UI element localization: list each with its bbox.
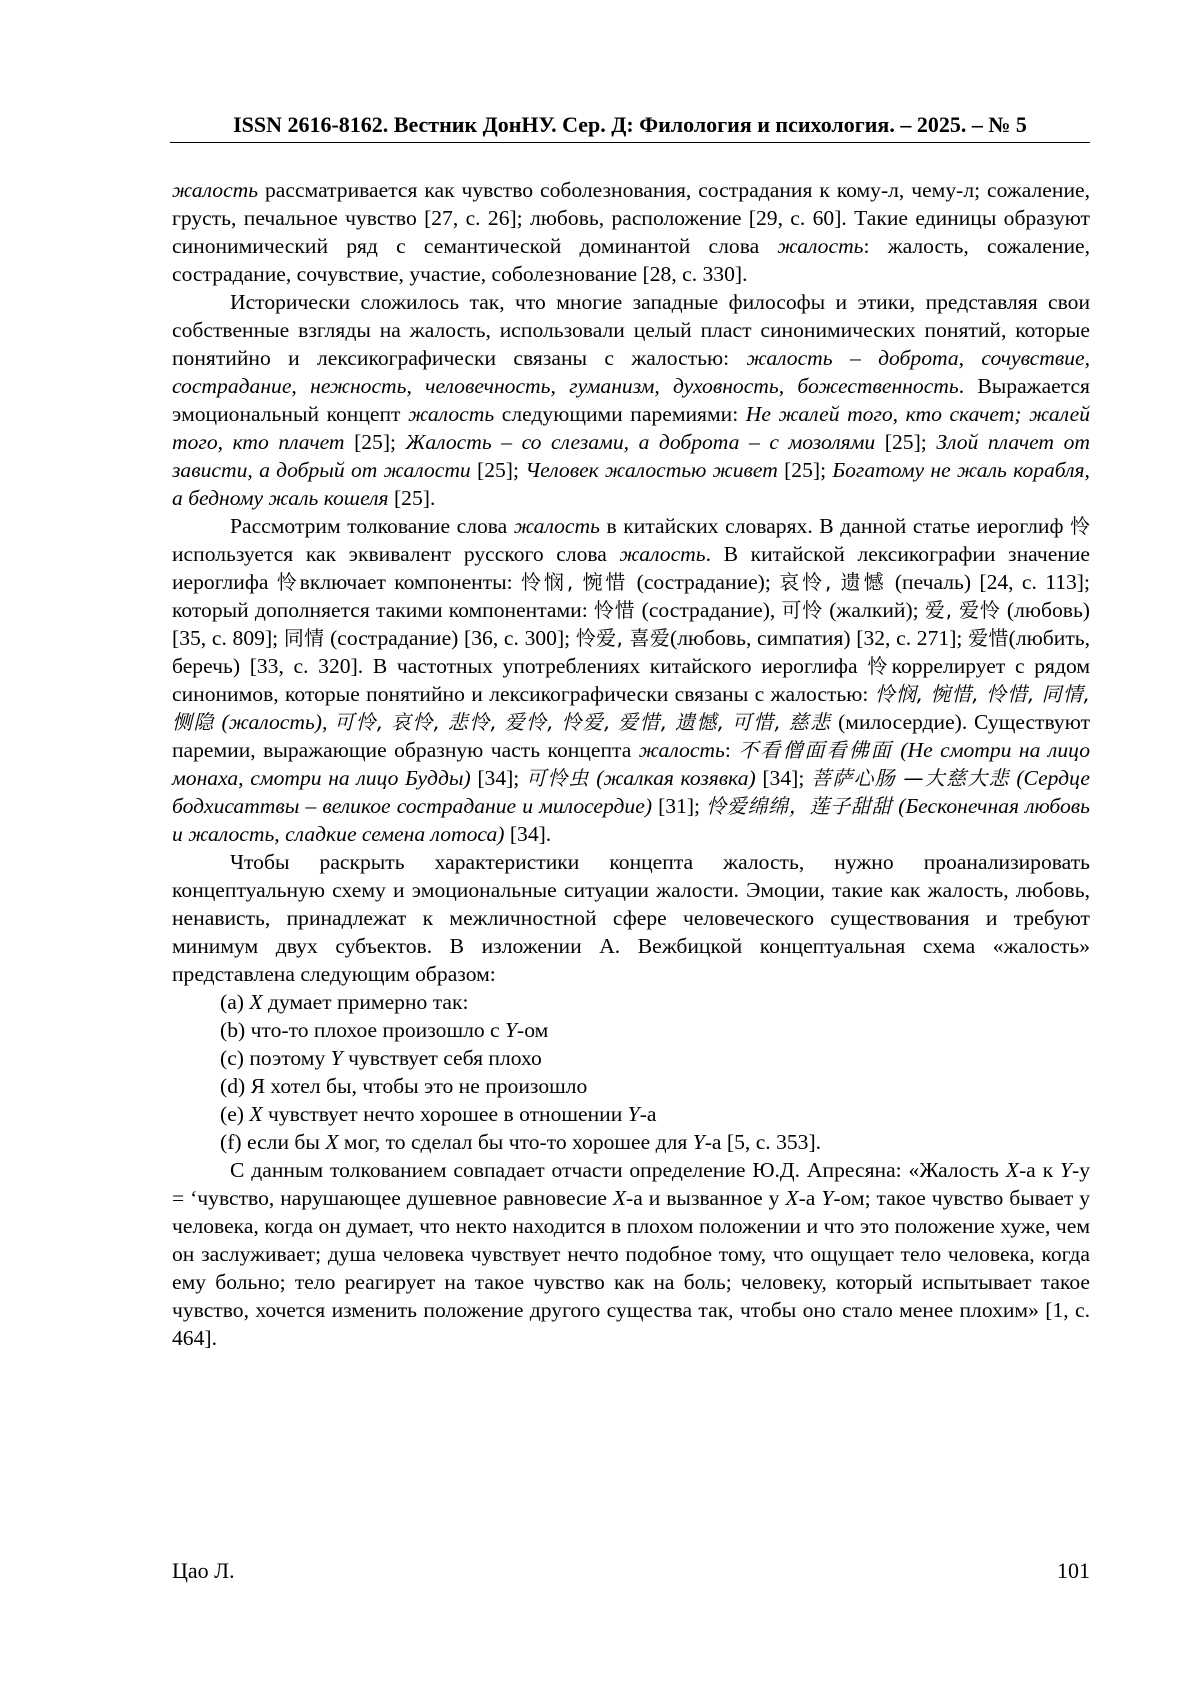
citation: [25]; xyxy=(777,458,833,482)
paragraph-4: Чтобы раскрыть характеристики концепта жалость, нужно проанализировать концептуальную схему и эмоциональные ситуации жалости. Эмоции, такие как жалость, любовь, ненависть, принадлежат к межличностной сфере человеческого существования и требуют минимум двух субъектов. В изложении А. Вежбицкой концептуальная схема «жалость» представлена следующим образом: xyxy=(172,850,1090,986)
text-run: (милосердие). Существуют паремии, выражающие образную часть концепта xyxy=(172,710,1091,762)
schema-line-b xyxy=(172,1016,1090,1044)
paragraph-2 xyxy=(172,288,1090,512)
text-run: мог, то сделал бы что-то хорошее для xyxy=(338,1130,693,1154)
footer-author: Цао Л. xyxy=(172,1558,235,1583)
citation: [31]; xyxy=(652,794,707,818)
proverb-italic: Человек жалостью живет xyxy=(525,458,778,482)
text-run: (сострадание) [36, с. 300]; xyxy=(324,626,576,650)
citation: [34]. xyxy=(504,822,552,846)
citation: [34]; xyxy=(470,766,526,790)
term-italic: жалость xyxy=(638,738,725,762)
text-run: чувствует себя плохо xyxy=(342,1046,542,1070)
schema-line-e xyxy=(172,1100,1090,1128)
text-run: (a) xyxy=(220,990,250,1014)
text-run: -ом; такое чувство бывает у человека, когда он думает, что некто находится в плохом положении и что это положение хуже, чем он заслуживает; душа человека чувствует нечто подобное тому, что ощущает тело человека, когда ему больно; тело реагирует на такое чувство как на боль; человеку, который испытывает такое чувство, хочется изменить положение другого существа так, чтобы оно стало менее плохим» [1, с. 464]. xyxy=(172,1186,1091,1350)
schema-line-f xyxy=(172,1128,1090,1156)
citation: [34]; xyxy=(755,766,811,790)
citation: [25]; xyxy=(344,430,406,454)
citation: [25]; xyxy=(470,458,526,482)
text-run: рассматривается как чувство соболезнования, сострадания к кому-л, чему-л; сожаление, грусть, печальное чувство [27, с. 26]; любовь, расположение [29, с. 60]. Такие единицы образуют синонимический ряд с семантической доминантой слова xyxy=(172,178,1090,258)
paragraph-3 xyxy=(172,512,1090,848)
proverb-italic: Не жалей того, кто скачет; жалей того, кто плачет xyxy=(172,402,1091,454)
text-run: -а xyxy=(639,1102,657,1126)
text-run: -а xyxy=(798,1186,822,1210)
text-run: . Выражается эмоциональный концепт xyxy=(172,374,1090,426)
variable-italic: Y xyxy=(1059,1158,1072,1182)
gloss-italic: (жалость), xyxy=(214,710,335,734)
variable-italic: Y xyxy=(505,1018,518,1042)
variable-italic: X xyxy=(612,1186,627,1210)
text-run: Рассмотрим толкование слова xyxy=(230,514,514,538)
chinese-hieroglyph: 怜 xyxy=(867,654,892,678)
chinese-words: 爱惜 xyxy=(968,626,1009,650)
text-run: Исторически сложилось так, что многие западные философы и этики, представляя свои собственные взгляды на жалость, использовали целый пласт синонимических понятий, которые понятийно и лексикографически связаны с жалостью: xyxy=(172,290,1090,370)
text-run: думает примерно так: xyxy=(262,990,469,1014)
page-number: 101 xyxy=(1057,1558,1090,1583)
chinese-synonyms-italic: 怜悯, 惋惜, 怜惜, 同情, 恻隐 xyxy=(172,682,1090,734)
proverb-translation-italic: (Бесконечная любовь и жалость, сладкие семена лотоса) xyxy=(172,794,1091,846)
variable-italic: X xyxy=(1005,1158,1019,1182)
chinese-proverb-italic: 怜爱绵绵，莲子甜甜 xyxy=(706,794,893,818)
variable-italic: Y xyxy=(692,1130,705,1154)
text-run: (сострадание); xyxy=(628,570,780,594)
text-run: : жалость, сожаление, сострадание, сочувствие, участие, соболезнование [28, с. 330]. xyxy=(172,234,1090,286)
schema-line-c xyxy=(172,1044,1090,1072)
term-italic: жалость xyxy=(408,402,495,426)
chinese-proverb-italic: 不看僧面看佛面 xyxy=(738,738,893,762)
text-run: (d) Я хотел бы, чтобы это не произошло xyxy=(220,1074,588,1098)
text-run: С данным толкованием совпадает отчасти определение Ю.Д. Апресяна: «Жалость xyxy=(230,1158,1006,1182)
text-run: -у = ‘чувство, нарушающее душевное равновесие xyxy=(172,1158,1090,1210)
text-run: коррелирует с рядом синонимов, которые понятийно и лексикографически связаны с жалостью: xyxy=(172,654,1090,706)
text-run: : xyxy=(724,738,739,762)
term-italic: жалость xyxy=(172,178,259,202)
chinese-words: 可怜 xyxy=(781,598,824,622)
chinese-hieroglyph: 怜 xyxy=(1070,514,1091,538)
text-run: (e) xyxy=(220,1102,250,1126)
variable-italic: X xyxy=(785,1186,799,1210)
variable-italic: Y xyxy=(627,1102,640,1126)
running-header: ISSN 2616-8162. Вестник ДонНУ. Сер. Д: Филология и психология. – 2025. – № 5 xyxy=(170,112,1090,143)
text-run: (любить, беречь) [33, с. 320]. В частотных употреблениях китайского иероглифа xyxy=(172,626,1090,678)
text-run: (жалкий); xyxy=(823,598,925,622)
proverb-translation-italic: (жалкая козявка) xyxy=(589,766,756,790)
chinese-words: 同情 xyxy=(283,626,325,650)
text-run: (печаль) [24, с. 113]; который дополняется такими компонентами: xyxy=(172,570,1090,622)
citation: [25]. xyxy=(388,486,436,510)
text-run: . В китайской лексикографии значение иероглифа xyxy=(172,542,1090,594)
chinese-words: 怜爱, 喜爱 xyxy=(575,626,671,650)
text-run: (любовь) [35, с. 809]; xyxy=(172,598,1090,650)
schema-line-d xyxy=(172,1072,1090,1100)
text-run: чувствует нечто хорошее в отношении xyxy=(262,1102,628,1126)
paragraph-1 xyxy=(172,176,1090,288)
text-run: -а к xyxy=(1018,1158,1060,1182)
variable-italic: X xyxy=(249,990,263,1014)
chinese-words: 怜悯, 惋惜 xyxy=(520,570,629,594)
proverb-translation-italic: (Не смотри на лицо монаха, смотри на лицо Будды) xyxy=(172,738,1090,790)
proverb-translation-italic: (Сердце бодхисаттвы – великое сострадание и милосердие) xyxy=(172,766,1091,818)
paragraph-5 xyxy=(172,1156,1090,1352)
term-italic: жалость xyxy=(777,234,864,258)
proverb-italic: Богатому не жаль корабля, а бедному жаль кошеля xyxy=(172,458,1090,510)
chinese-synonyms-italic: 可怜, 哀怜, 悲怜, 爱怜, 怜爱, 爱惜, 遗憾, 可惜, 慈悲 xyxy=(334,710,832,734)
synonym-list-italic: жалость – доброта, сочувствие, сострадание, нежность, человечность, гуманизм, духовность, божественность xyxy=(172,346,1091,398)
variable-italic: X xyxy=(249,1102,263,1126)
text-run: (c) поэтому xyxy=(220,1046,331,1070)
proverb-italic: Жалость – со слезами, а доброта – с мозолями xyxy=(405,430,876,454)
schema-line-a xyxy=(172,988,1090,1016)
article-body xyxy=(172,176,1090,1352)
text-run: -ом xyxy=(517,1018,549,1042)
chinese-hieroglyph: 怜 xyxy=(276,570,300,594)
text-run: включает компоненты: xyxy=(299,570,521,594)
text-run: в китайских словарях. В данной статье иероглиф xyxy=(599,514,1071,538)
chinese-proverb-italic: 可怜虫 xyxy=(525,766,590,790)
variable-italic: X xyxy=(325,1130,339,1154)
text-run: (b) что-то плохое произошло с xyxy=(220,1018,506,1042)
text-run: (f) если бы xyxy=(220,1130,326,1154)
text-run: следующими паремиями: xyxy=(494,402,746,426)
text-run: (любовь, симпатия) [32, с. 271]; xyxy=(670,626,969,650)
variable-italic: Y xyxy=(330,1046,343,1070)
term-italic: жалость xyxy=(619,542,706,566)
proverb-italic: Злой плачет от зависти, а добрый от жалости xyxy=(172,430,1090,482)
chinese-words: 爱, 爱怜 xyxy=(924,598,1001,622)
term-italic: жалость xyxy=(513,514,600,538)
chinese-words: 哀怜, 遗憾 xyxy=(779,570,887,594)
variable-italic: Y xyxy=(821,1186,834,1210)
text-run: используется как эквивалент русского слова xyxy=(172,542,620,566)
text-run: -а [5, с. 353]. xyxy=(704,1130,822,1154)
text-run: -а и вызванное у xyxy=(626,1186,786,1210)
text-run: (сострадание), xyxy=(635,598,782,622)
chinese-words: 怜惜 xyxy=(593,598,636,622)
citation: [25]; xyxy=(875,430,937,454)
chinese-proverb-italic: 菩萨心肠 —大慈大悲 xyxy=(810,766,1010,790)
